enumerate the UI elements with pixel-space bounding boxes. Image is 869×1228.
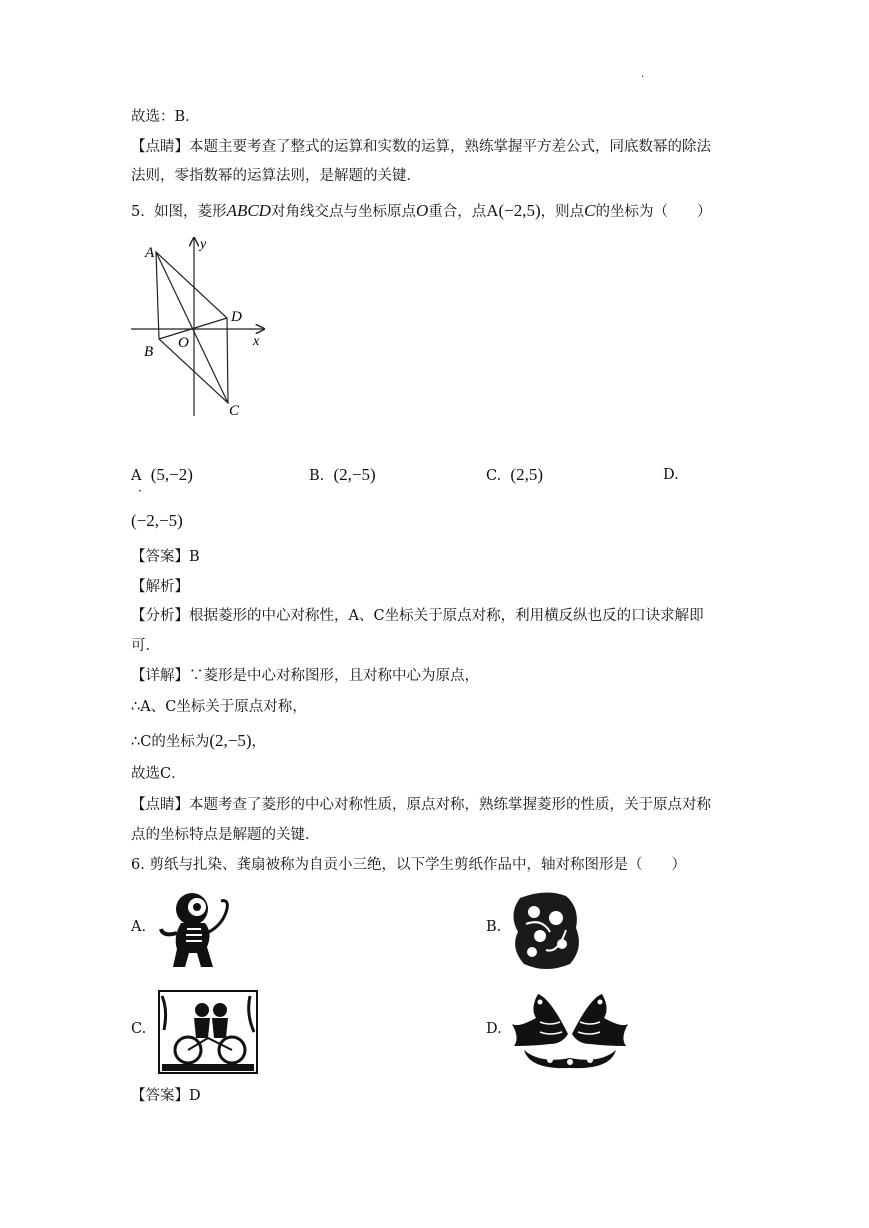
label-x: x <box>253 334 260 349</box>
q5-option-b[interactable]: B. (2,−5) <box>309 465 376 484</box>
label-o: O <box>178 335 189 351</box>
q5-detail-3: ∴C的坐标为(2,−5)， <box>131 731 266 750</box>
label-y: y <box>200 237 207 252</box>
rhombus-figure <box>125 228 275 423</box>
q5-detail-1: 【详解】∵菱形是中心对称图形，且对称中心为原点， <box>131 668 479 684</box>
q5-option-d-value: (−2,−5) <box>131 511 183 530</box>
prev-choice-line: 故选：B． <box>131 109 200 125</box>
q5-analysis-1: 【分析】根据菱形的中心对称性，A、C坐标关于原点对称，利用横反纵也反的口诀求解即 <box>131 608 704 624</box>
label-c: C <box>229 403 240 419</box>
q5-answer: 【答案】B <box>131 549 200 565</box>
prev-note-line-2: 法则，零指数幂的运算法则，是解题的关键． <box>131 168 421 184</box>
point-c-label: C <box>584 201 596 220</box>
monkey-papercut-icon[interactable] <box>155 889 235 971</box>
q5-number: 5. <box>131 204 145 220</box>
prev-note-line-1: 【点睛】本题主要考查了整式的运算和实数的运算，熟练掌握平方差公式，同底数幂的除法 <box>131 139 711 155</box>
q5-option-c[interactable]: C. (2,5) <box>486 465 543 484</box>
diagonal-ac <box>156 252 228 403</box>
label-d: D <box>231 309 242 325</box>
q5-note-1: 【点睛】本题考查了菱形的中心对称性质，原点对称，熟练掌握菱形的性质，关于原点对称 <box>131 797 711 813</box>
rhombus-name: ABCD <box>226 201 271 220</box>
label-a: A <box>145 245 155 261</box>
q5-option-d[interactable]: D. <box>663 467 679 483</box>
header-mark: · <box>641 72 645 83</box>
q6-stem: 6. 剪纸与扎染、龚扇被称为自贡小三绝，以下学生剪纸作品中，轴对称图形是（ ） <box>131 857 686 873</box>
q5-analysis-head: 【解析】 <box>131 579 189 595</box>
q5-analysis-2: 可． <box>131 638 160 654</box>
q6-option-a-letter: A. <box>131 919 147 935</box>
q6-answer: 【答案】D <box>131 1088 201 1104</box>
floral-papercut-icon[interactable] <box>506 888 586 972</box>
q6-option-c-letter: C. <box>131 1021 147 1037</box>
q6-option-d-letter: D. <box>486 1021 502 1037</box>
q5-detail-4: 故选C． <box>131 766 186 782</box>
q5-stem: 5. 如图，菱形ABCD对角线交点与坐标原点O重合，点A(−2,5)，则点C的坐标为（ ） <box>131 201 712 220</box>
fish-papercut-icon[interactable] <box>510 988 630 1072</box>
point-a-coord: A(−2,5) <box>486 201 541 220</box>
cyclists-papercut-icon[interactable] <box>158 990 258 1074</box>
q5-option-a[interactable]: A (5,−2) <box>131 465 193 484</box>
q5-option-a-dot: ． <box>138 480 151 494</box>
q5-note-2: 点的坐标特点是解题的关键． <box>131 827 320 843</box>
q6-option-b-letter: B. <box>486 919 502 935</box>
label-b: B <box>144 344 154 360</box>
q5-detail-2: ∴A、C坐标关于原点对称， <box>131 699 307 715</box>
origin-label: O <box>415 201 429 220</box>
